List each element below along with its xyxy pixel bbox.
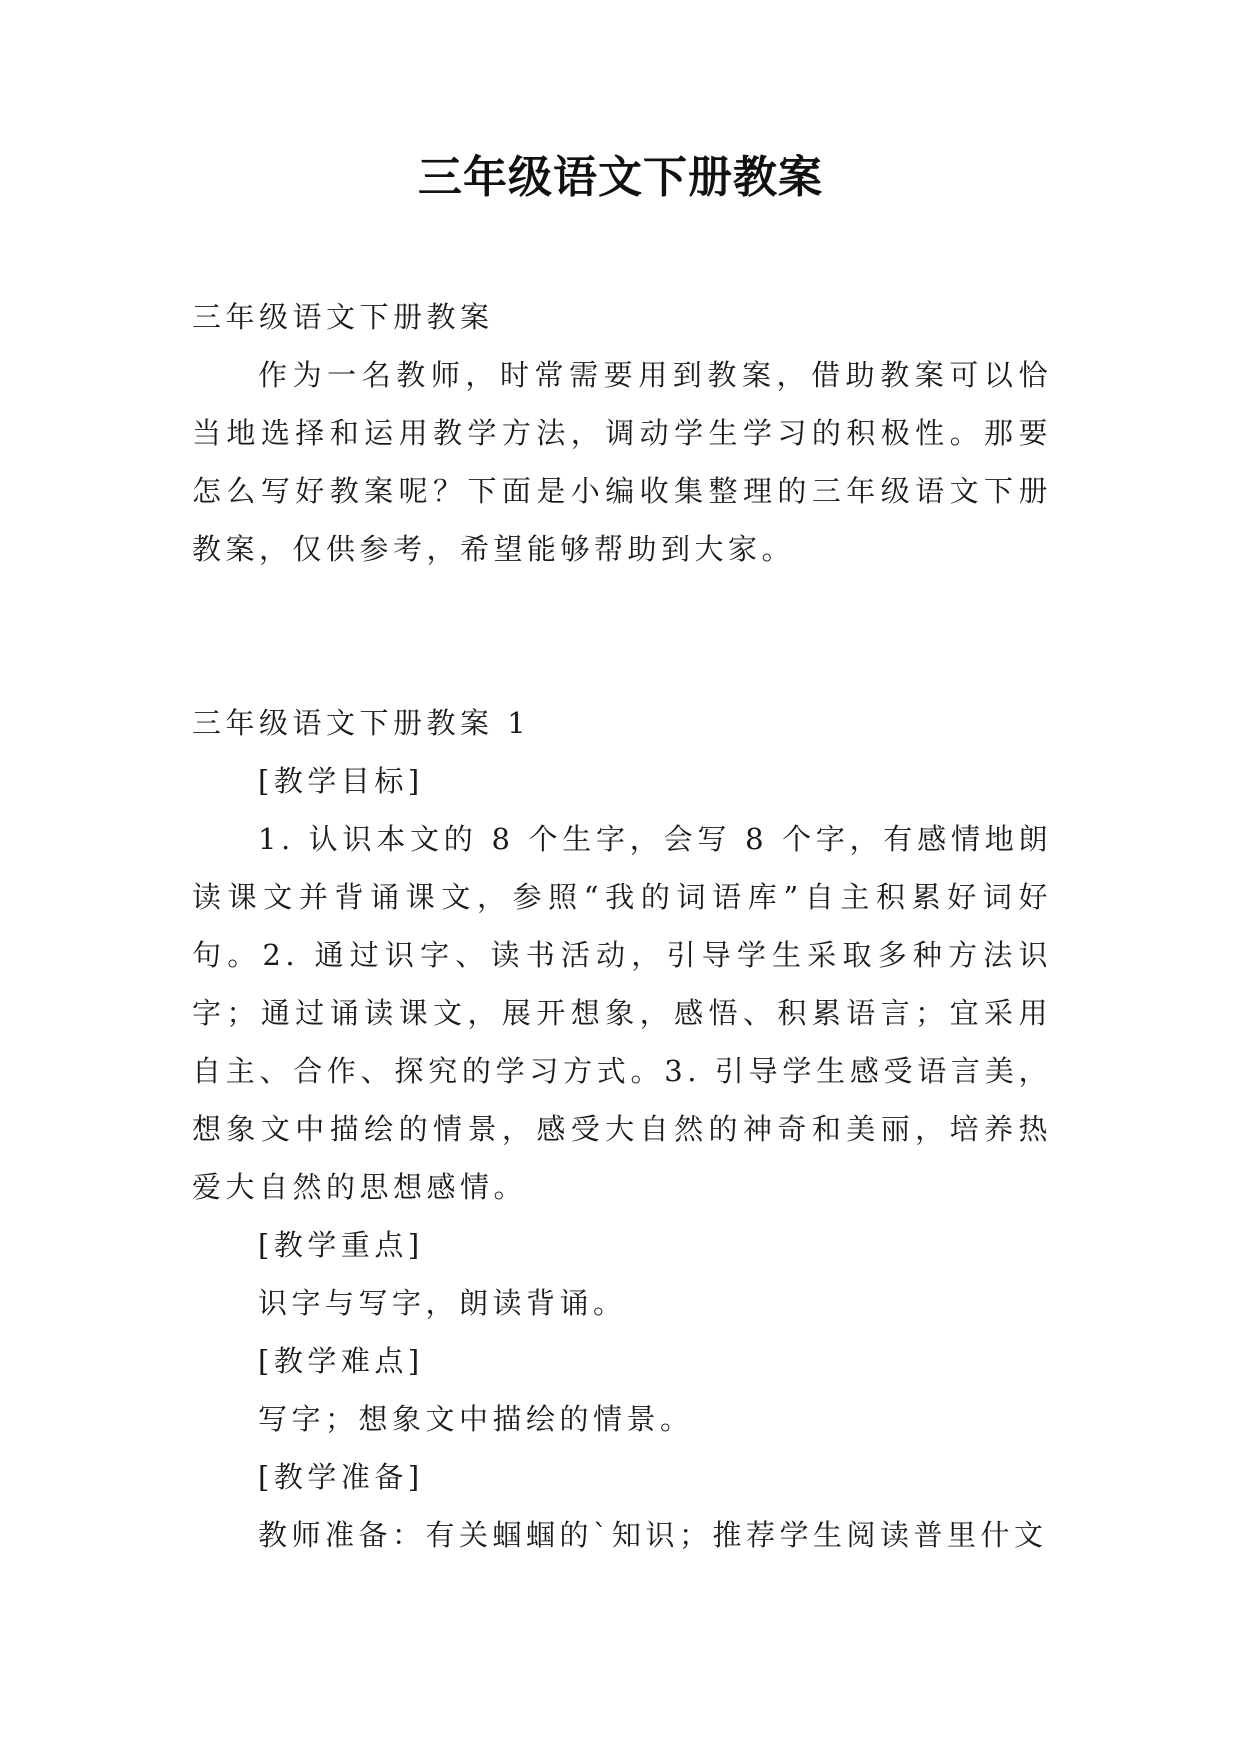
goals-label: [教学目标]: [258, 764, 424, 798]
goals-paragraph: 1. 认识本文的 8 个生字，会写 8 个字，有感情地朗读课文并背诵课文，参照“我的词语库”自主积累好词好句。2. 通过识字、读书活动，引导学生采取多种方法识字；通过诵读课文，展开想象，感悟、积累语言；宜采用自主、合作、探究的学习方式。3. 引导学生感受语言美，想象文中描绘的情景，感受大自然的神奇和美丽，培养热爱大自然的思想感情。: [192, 822, 1052, 1204]
key-points-label: [教学重点]: [258, 1228, 424, 1262]
key-points-text: 识字与写字，朗读背诵。: [258, 1286, 627, 1320]
document-subtitle: 三年级语文下册教案: [192, 300, 494, 334]
document-title: 三年级语文下册教案: [418, 152, 823, 203]
section-spacer: [192, 578, 1052, 694]
preparation-label: [教学准备]: [258, 1460, 424, 1494]
difficulty-label: [教学难点]: [258, 1344, 424, 1378]
preparation-text: 教师准备：有关蝈蝈的`知识；推荐学生阅读普里什文: [258, 1518, 1048, 1552]
document-body: [192, 288, 1052, 1564]
section-heading: 三年级语文下册教案 1: [192, 706, 531, 740]
intro-paragraph: 作为一名教师，时常需要用到教案，借助教案可以恰当地选择和运用教学方法，调动学生学习的积极性。那要怎么写好教案呢？下面是小编收集整理的三年级语文下册教案，仅供参考，希望能够帮助到大家。: [192, 358, 1052, 566]
difficulty-text: 写字；想象文中描绘的情景。: [258, 1402, 694, 1436]
